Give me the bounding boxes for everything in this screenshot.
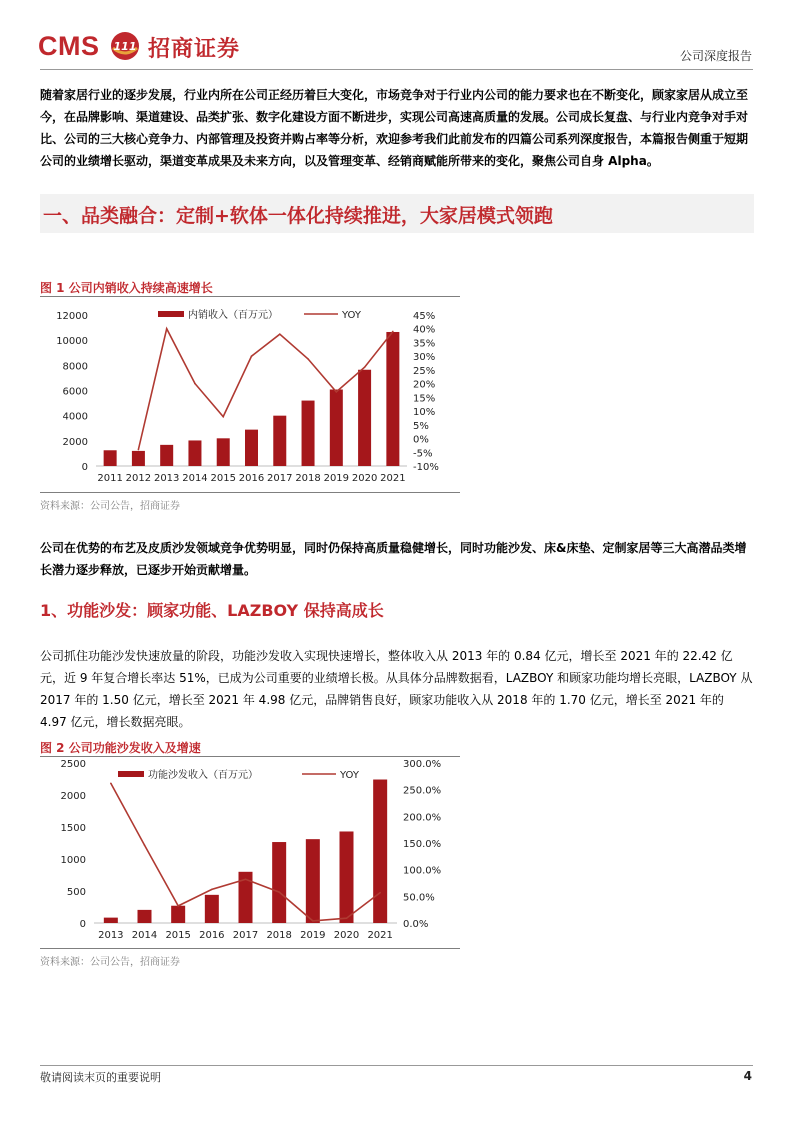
bar (386, 332, 399, 466)
x-tick-label: 2019 (300, 930, 326, 941)
y-left-tick-label: 2500 (60, 759, 86, 770)
figure2-caption: 图 2 公司功能沙发收入及增速 (40, 741, 201, 755)
bar (306, 839, 320, 923)
bar (188, 440, 201, 466)
yoy-point (144, 844, 146, 846)
logo-emblem-icon (107, 30, 143, 62)
y-right-tick-label: 40% (413, 324, 436, 336)
bar (245, 430, 258, 466)
yoy-point (245, 878, 247, 880)
logo-brand-name: 招商证券 (148, 37, 241, 62)
y-left-tick-label: 1500 (60, 823, 86, 834)
x-tick-label: 2015 (165, 930, 191, 941)
bar (340, 831, 354, 923)
y-right-tick-label: -10% (413, 462, 439, 473)
footer-divider (40, 1065, 753, 1066)
bar (104, 918, 118, 923)
bar (330, 389, 343, 466)
x-tick-label: 2014 (131, 930, 158, 941)
subsection-title: 1、功能沙发：顾家功能、LAZBOY 保持高成长 (40, 601, 384, 620)
y-right-tick-label: 0.0% (403, 919, 429, 930)
x-tick-label: 2015 (210, 473, 236, 484)
yoy-point (194, 383, 196, 385)
bar (138, 910, 152, 923)
legend-bar-label: 内销收入（百万元） (188, 310, 278, 321)
yoy-point (392, 331, 394, 333)
y-right-tick-label: 150.0% (403, 839, 442, 850)
y-right-tick-label: 45% (413, 311, 436, 322)
x-tick-label: 2020 (351, 473, 378, 484)
y-right-tick-label: 100.0% (403, 865, 442, 877)
bar (217, 438, 230, 466)
bar (132, 451, 145, 466)
paragraph-functional-sofa: 公司抓住功能沙发快速放量的阶段，功能沙发收入实现快速增长，整体收入从 2013 年的 0.84 亿元，增长至 2021 年的 22.42 亿元，近 9 年复合增长率达 51%，已成为公司重要的业绩增长极。从具体分品牌数据看，LAZBOY 和顾家功能均增长亮眼，LAZBOY 从 2017 年的 1.50 亿元，增长至 2021 年 4.98 亿元，品牌销售良好，顾家功能收入从 2018 年的 1.70 亿元，增长至 2021 年的 4.97 亿元，增长数据亮眼。 (40, 649, 753, 729)
legend-bar-swatch (158, 311, 184, 317)
bar (373, 780, 387, 923)
figure1-chart (40, 300, 460, 490)
page-number: 4 (743, 1069, 752, 1083)
y-right-tick-label: 20% (413, 379, 436, 391)
x-tick-label: 2013 (98, 930, 124, 941)
y-right-tick-label: -5% (413, 448, 433, 460)
x-tick-label: 2016 (238, 473, 265, 484)
legend-line-label: YOY (342, 310, 361, 321)
y-right-tick-label: 300.0% (403, 759, 442, 770)
bar (302, 401, 315, 466)
yoy-point (307, 358, 309, 360)
figure2-bottom-rule (40, 948, 460, 949)
y-left-tick-label: 6000 (62, 386, 88, 398)
y-left-tick-label: 12000 (56, 311, 88, 322)
section-title: 一、品类融合：定制+软体一体化持续推进，大家居模式领跑 (43, 205, 553, 227)
legend-line-label: YOY (340, 770, 359, 781)
x-tick-label: 2020 (333, 930, 360, 941)
y-left-tick-label: 0 (79, 919, 86, 930)
yoy-point (364, 366, 366, 368)
x-tick-label: 2017 (267, 473, 293, 484)
x-tick-label: 2019 (323, 473, 350, 484)
figure1-bottom-rule (40, 492, 460, 493)
header-divider (40, 69, 753, 70)
bar (104, 450, 117, 466)
legend-bar-swatch (118, 771, 144, 777)
footer-disclaimer: 敬请阅读末页的重要说明 (40, 1071, 161, 1084)
y-right-tick-label: 50.0% (403, 892, 435, 904)
figure1-source: 资料来源：公司公告，招商证券 (40, 501, 180, 512)
y-left-tick-label: 2000 (62, 436, 88, 448)
y-left-tick-label: 4000 (62, 411, 88, 423)
y-right-tick-label: 15% (413, 393, 436, 405)
y-right-tick-label: 200.0% (403, 812, 442, 824)
y-right-tick-label: 0% (413, 434, 429, 446)
logo-cms: CMS (38, 31, 100, 61)
y-right-tick-label: 5% (413, 420, 429, 432)
y-left-tick-label: 500 (66, 887, 86, 898)
paragraph-product-categories: 公司在优势的布艺及皮质沙发领域竞争优势明显，同时仍保持高质量稳健增长，同时功能沙发、床&床垫、定制家居等三大高潜品类增长潜力逐步释放，已逐步开始贡献增量。 (40, 541, 747, 577)
yoy-line (138, 329, 393, 450)
svg-text:111: 111 (113, 40, 137, 53)
yoy-point (222, 416, 224, 418)
bar (160, 445, 173, 466)
y-left-tick-label: 0 (81, 462, 88, 473)
x-tick-label: 2011 (97, 473, 123, 484)
y-right-tick-label: 35% (413, 338, 436, 350)
figure2-source: 资料来源：公司公告，招商证券 (40, 957, 180, 968)
yoy-point (336, 391, 338, 393)
y-right-tick-label: 25% (413, 365, 436, 377)
bar (171, 906, 185, 923)
bar (358, 370, 371, 466)
yoy-point (166, 328, 168, 330)
yoy-point (379, 892, 381, 894)
x-tick-label: 2021 (367, 930, 393, 941)
yoy-point (251, 355, 253, 357)
figure1-caption: 图 1 公司内销收入持续高速增长 (40, 281, 213, 295)
legend-bar-label: 功能沙发收入（百万元） (148, 770, 258, 781)
x-tick-label: 2017 (232, 930, 259, 941)
intro-paragraph: 随着家居行业的逐步发展，行业内所在公司正经历着巨大变化，市场竞争对于行业内公司的能力要求也在不断变化，顾家家居从成立至今，在品牌影响、渠道建设、品类扩张、数字化建设方面不断进步，实现公司高速高质量的发展。公司成长复盘、与行业内竞争对手对比、公司的三大核心竞争力、内部管理及投资并购占率等分析，欢迎参考我们此前发布的四篇公司系列深度报告，本篇报告侧重于短期公司的业绩增长驱动，渠道变革成果及未来方向，以及管理变革、经销商赋能所带来的变化，聚焦公司自身 Alpha。 (40, 88, 749, 168)
report-type-label: 公司深度报告 (679, 49, 752, 63)
x-tick-label: 2021 (380, 473, 406, 484)
figure2-top-rule (40, 756, 460, 757)
bar (273, 416, 286, 466)
y-right-tick-label: 250.0% (403, 785, 442, 797)
x-tick-label: 2018 (266, 930, 292, 941)
x-tick-label: 2012 (125, 473, 152, 484)
yoy-point (279, 333, 281, 335)
yoy-point (138, 449, 140, 451)
yoy-point (278, 891, 280, 893)
y-left-tick-label: 2000 (60, 791, 86, 802)
y-left-tick-label: 8000 (62, 361, 88, 373)
yoy-point (211, 889, 213, 891)
x-tick-label: 2014 (182, 473, 208, 484)
yoy-point (346, 917, 348, 919)
x-tick-label: 2013 (153, 473, 180, 484)
bar (205, 895, 219, 923)
figure2-chart (40, 758, 460, 946)
x-tick-label: 2018 (295, 473, 321, 484)
bar (272, 842, 286, 923)
y-right-tick-label: 30% (413, 352, 436, 364)
y-right-tick-label: 10% (413, 407, 436, 419)
x-tick-label: 2016 (199, 930, 225, 941)
yoy-point (177, 905, 179, 907)
y-left-tick-label: 1000 (60, 855, 86, 866)
figure1-top-rule (40, 296, 460, 297)
yoy-point (312, 920, 314, 922)
yoy-point (110, 782, 112, 784)
y-left-tick-label: 10000 (56, 336, 88, 348)
